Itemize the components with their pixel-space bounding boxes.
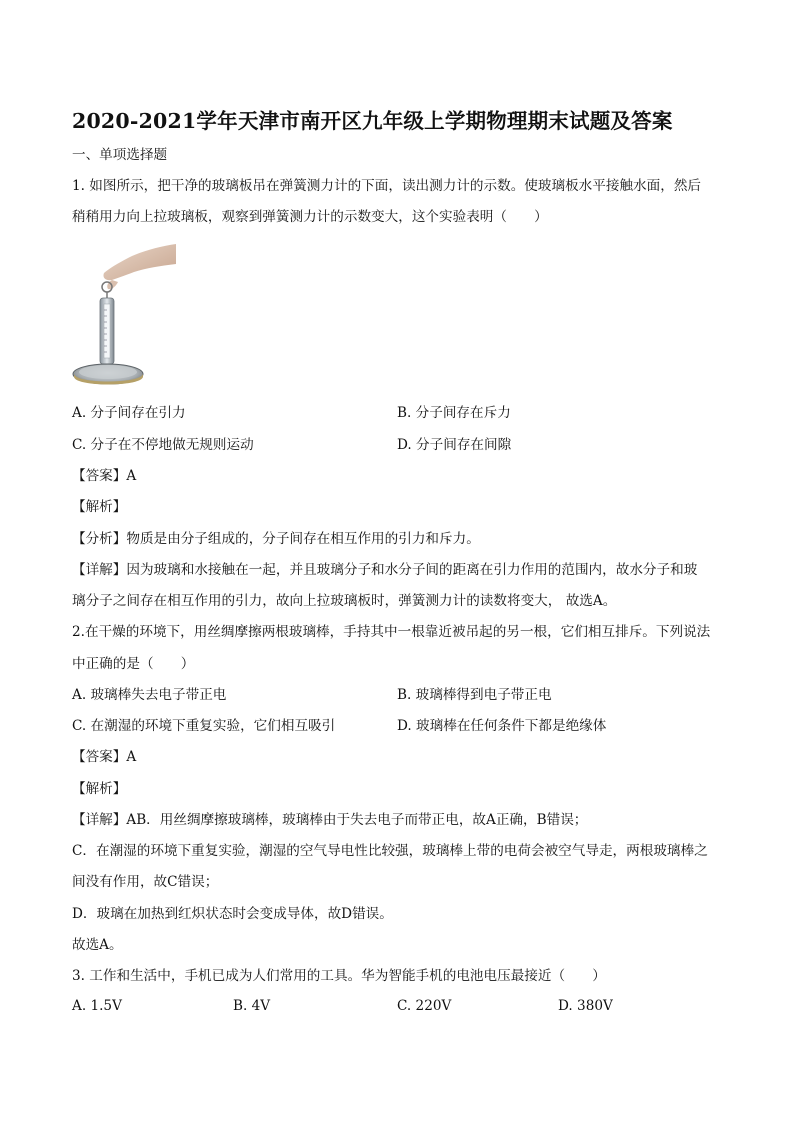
q1-detail-line-1: 【详解】因为玻璃和水接触在一起，并且玻璃分子和水分子间的距离在引力作用的范围内，故水分子和玻 <box>72 562 698 578</box>
q3-option-c: C. 220V <box>397 998 452 1014</box>
q1-option-d: D. 分子间存在间隙 <box>397 437 512 453</box>
q1-stem-line-1: 1. 如图所示，把干净的玻璃板吊在弹簧测力计的下面，读出测力计的示数。使玻璃板水平接触水面，然后 <box>72 178 702 194</box>
q1-option-b: B. 分子间存在斥力 <box>397 405 511 421</box>
q2-option-b: B. 玻璃棒得到电子带正电 <box>397 687 552 703</box>
q1-detail-line-2: 璃分子之间存在相互作用的引力，故向上拉玻璃板时，弹簧测力计的读数将变大， 故选A。 <box>72 593 617 609</box>
q3-stem: 3. 工作和生活中，手机已成为人们常用的工具。华为智能手机的电池电压最接近（ ） <box>72 968 606 984</box>
q1-analysis-header: 【解析】 <box>72 499 127 515</box>
q2-detail-line-4: D．玻璃在加热到红炽状态时会变成导体，故D错误。 <box>72 906 393 922</box>
q2-detail-line-1: 【详解】AB．用丝绸摩擦玻璃棒，玻璃棒由于失去电子而带正电，故A正确，B错误； <box>72 812 588 828</box>
q2-stem-line-2: 中正确的是（ ） <box>72 656 195 672</box>
document-title: 2020-2021学年天津市南开区九年级上学期物理期末试题及答案 <box>72 109 673 133</box>
spring-scale-illustration <box>72 242 176 388</box>
q1-figure-glass-plate-spring-scale <box>72 242 176 388</box>
q1-fenxi: 【分析】物质是由分子组成的，分子间存在相互作用的引力和斥力。 <box>72 531 480 547</box>
q1-stem-line-2: 稍稍用力向上拉玻璃板，观察到弹簧测力计的示数变大，这个实验表明（ ） <box>72 209 548 225</box>
q1-option-a: A. 分子间存在引力 <box>72 405 186 421</box>
q2-detail-line-2: C．在潮湿的环境下重复实验，潮湿的空气导电性比较强，玻璃棒上带的电荷会被空气导走，两根玻璃棒之 <box>72 843 708 859</box>
q2-analysis-header: 【解析】 <box>72 781 127 797</box>
q1-option-c: C. 分子在不停地做无规则运动 <box>72 437 254 453</box>
q2-option-d: D. 玻璃棒在任何条件下都是绝缘体 <box>397 718 607 734</box>
q1-answer: 【答案】A <box>72 468 137 484</box>
q3-option-d: D. 380V <box>558 998 613 1014</box>
q2-detail-line-3: 间没有作用，故C错误； <box>72 874 219 890</box>
q3-option-b: B. 4V <box>233 998 271 1014</box>
q2-option-a: A. 玻璃棒失去电子带正电 <box>72 687 227 703</box>
q2-conclusion: 故选A。 <box>72 937 123 953</box>
q3-option-a: A. 1.5V <box>72 998 122 1014</box>
q2-stem-line-1: 2.在干燥的环境下，用丝绸摩擦两根玻璃棒，手持其中一根靠近被吊起的另一根，它们相互排斥。下列说法 <box>72 624 711 640</box>
q2-answer: 【答案】A <box>72 749 137 765</box>
section-heading: 一、单项选择题 <box>72 147 168 163</box>
q2-option-c: C. 在潮湿的环境下重复实验，它们相互吸引 <box>72 718 336 734</box>
